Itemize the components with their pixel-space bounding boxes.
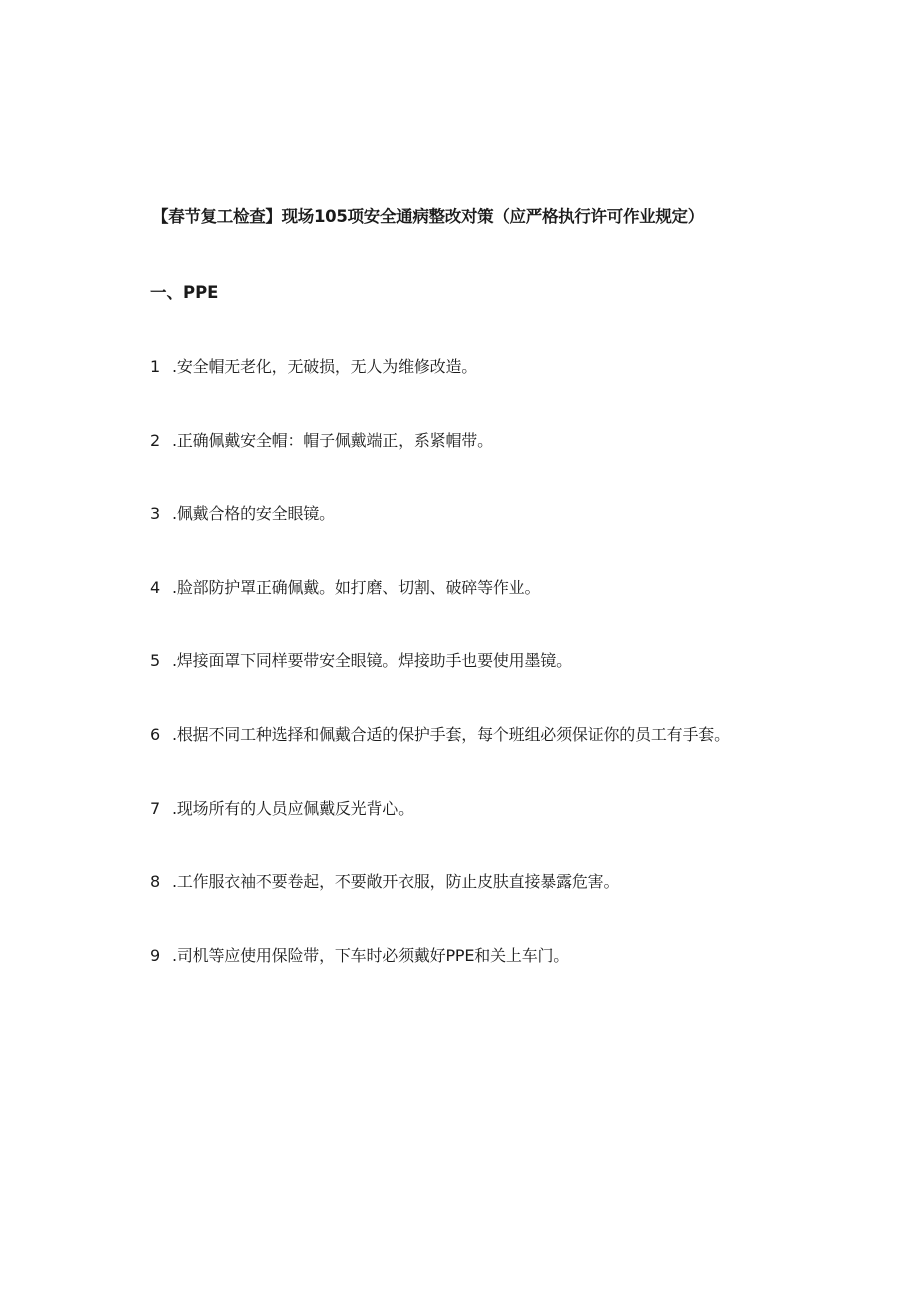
item-number: 1 (150, 357, 161, 376)
list-item (150, 870, 830, 944)
item-text: .佩戴合格的安全眼镜。 (172, 504, 335, 524)
list-item (150, 649, 830, 723)
item-number: 8 (150, 872, 161, 892)
list-item (150, 576, 830, 650)
ppe-item-list (150, 355, 830, 1017)
item-text: .根据不同工种选择和佩戴合适的保护手套，每个班组必须保证你的员工有手套。 (172, 724, 730, 744)
item-text: .现场所有的人员应佩戴反光背心。 (172, 798, 414, 818)
item-text: .焊接面罩下同样要带安全眼镜。焊接助手也要使用墨镜。 (172, 651, 572, 671)
item-number: 4 (150, 577, 161, 597)
item-number: 5 (150, 651, 161, 671)
list-item (150, 797, 830, 871)
list-item (150, 355, 830, 429)
item-number: 3 (150, 504, 161, 524)
item-number: 7 (150, 798, 161, 818)
section-heading: 一、PPE (150, 283, 219, 302)
item-number: 9 (150, 945, 161, 965)
item-text: .脸部防护罩正确佩戴。如打磨、切割、破碎等作业。 (172, 577, 541, 597)
item-number: 2 (150, 430, 161, 450)
item-text: .安全帽无老化，无破损，无人为维修改造。 (172, 357, 478, 376)
list-item (150, 429, 830, 503)
list-item (150, 944, 830, 1018)
item-number: 6 (150, 724, 161, 744)
list-item (150, 723, 830, 797)
item-text: .工作服衣袖不要卷起，不要敞开衣服，防止皮肤直接暴露危害。 (172, 872, 620, 892)
document-title: 【春节复工检查】现场105项安全通病整改对策（应严格执行许可作业规定） (152, 207, 704, 226)
list-item (150, 502, 830, 576)
item-text: .正确佩戴安全帽：帽子佩戴端正，系紧帽带。 (172, 430, 493, 450)
item-text: .司机等应使用保险带，下车时必须戴好PPE和关上车门。 (172, 945, 570, 965)
